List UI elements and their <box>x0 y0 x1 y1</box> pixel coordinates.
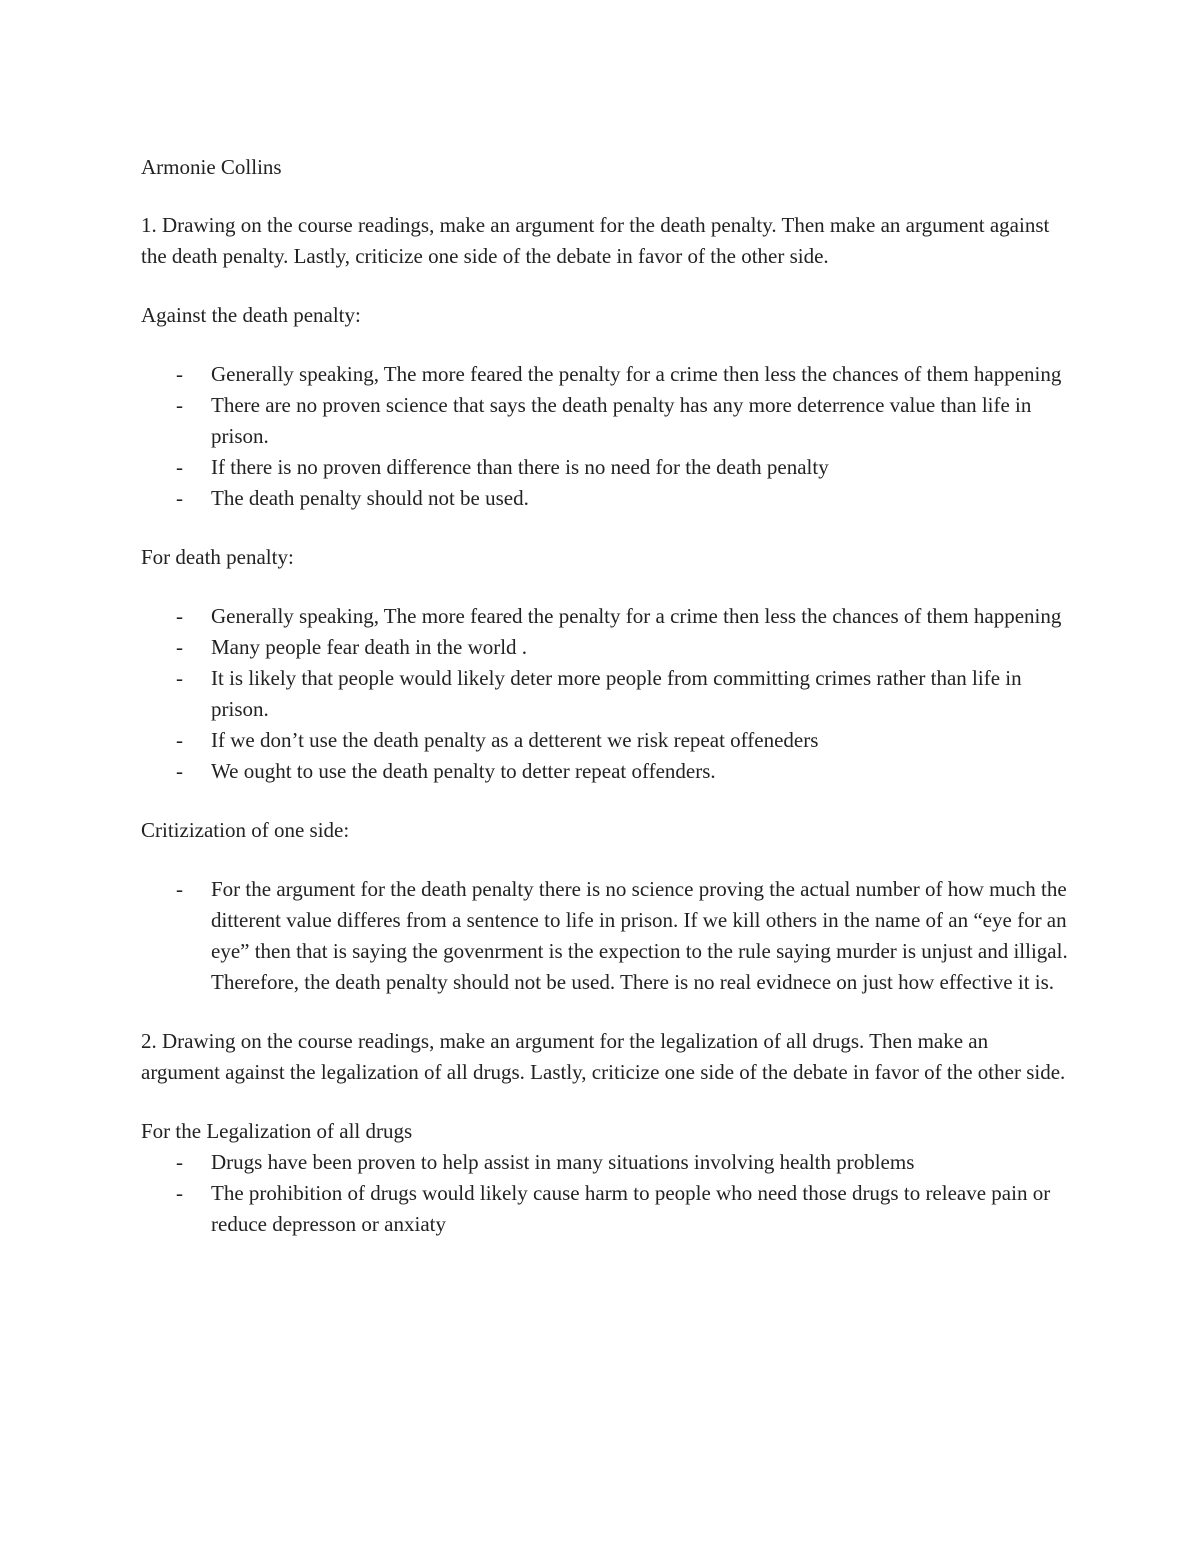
dash-bullet: - <box>176 759 183 783</box>
list-item <box>141 390 1071 452</box>
against-death-penalty-heading: Against the death penalty: <box>141 303 361 327</box>
dash-bullet: - <box>176 486 183 510</box>
list-item-text: It is likely that people would likely deter more people from committing crimes rather than life in prison. <box>211 666 1022 721</box>
list-item <box>141 1147 1071 1178</box>
question-2-prompt: 2. Drawing on the course readings, make an argument for the legalization of all drugs. Then make an argument against the legalization of all drugs. Lastly, criticize one side of the debate in favor of the other side. <box>141 1029 1066 1084</box>
list-item <box>141 663 1071 725</box>
list-item-text: If there is no proven difference than there is no need for the death penalty <box>211 455 829 479</box>
dash-bullet: - <box>176 635 183 659</box>
dash-bullet: - <box>176 728 183 752</box>
for-legalization-list <box>141 1147 1071 1240</box>
list-item-text: Generally speaking, The more feared the penalty for a crime then less the chances of them happening <box>211 362 1062 386</box>
list-item-text: Drugs have been proven to help assist in many situations involving health problems <box>211 1150 915 1174</box>
dash-bullet: - <box>176 666 183 690</box>
list-item <box>141 632 1071 663</box>
against-death-penalty-list <box>141 359 1071 514</box>
list-item <box>141 601 1071 632</box>
question-1-prompt: 1. Drawing on the course readings, make an argument for the death penalty. Then make an argument against the death penalty. Lastly, criticize one side of the debate in favor of the other side. <box>141 213 1050 268</box>
list-item <box>141 359 1071 390</box>
dash-bullet: - <box>176 393 183 417</box>
author-name: Armonie Collins <box>141 155 282 179</box>
list-item-text: Many people fear death in the world . <box>211 635 528 659</box>
list-item <box>141 483 1071 514</box>
for-death-penalty-list <box>141 601 1071 787</box>
list-item <box>141 1178 1071 1240</box>
list-item-text: If we don’t use the death penalty as a detterent we risk repeat offeneders <box>211 728 819 752</box>
dash-bullet: - <box>176 455 183 479</box>
list-item-text: There are no proven science that says the death penalty has any more deterrence value than life in prison. <box>211 393 1032 448</box>
dash-bullet: - <box>176 1150 183 1174</box>
list-item <box>141 452 1071 483</box>
list-item-text: The prohibition of drugs would likely cause harm to people who need those drugs to releave pain or reduce depresson or anxiaty <box>211 1181 1051 1236</box>
list-item-text: The death penalty should not be used. <box>211 486 529 510</box>
list-item <box>141 874 1071 998</box>
critique-list <box>141 874 1071 998</box>
critique-heading: Critizization of one side: <box>141 818 350 842</box>
list-item-text: We ought to use the death penalty to detter repeat offenders. <box>211 759 716 783</box>
list-item <box>141 756 1071 787</box>
for-death-penalty-heading: For death penalty: <box>141 545 294 569</box>
dash-bullet: - <box>176 877 183 901</box>
list-item-text: For the argument for the death penalty there is no science proving the actual number of how much the ditterent value differes from a sentence to life in prison. If we kill others in the name of an “eye for an eye” then that is saying the govenrment is the expection to the rule saying murder is unjust and illigal. Therefore, the death penalty should not be used. There is no real evidnece on just how effective it is. <box>211 877 1068 994</box>
list-item-text: Generally speaking, The more feared the penalty for a crime then less the chances of them happening <box>211 604 1062 628</box>
dash-bullet: - <box>176 362 183 386</box>
document-body <box>141 152 1071 1240</box>
dash-bullet: - <box>176 1181 183 1205</box>
list-item <box>141 725 1071 756</box>
for-legalization-heading: For the Legalization of all drugs <box>141 1119 413 1143</box>
dash-bullet: - <box>176 604 183 628</box>
